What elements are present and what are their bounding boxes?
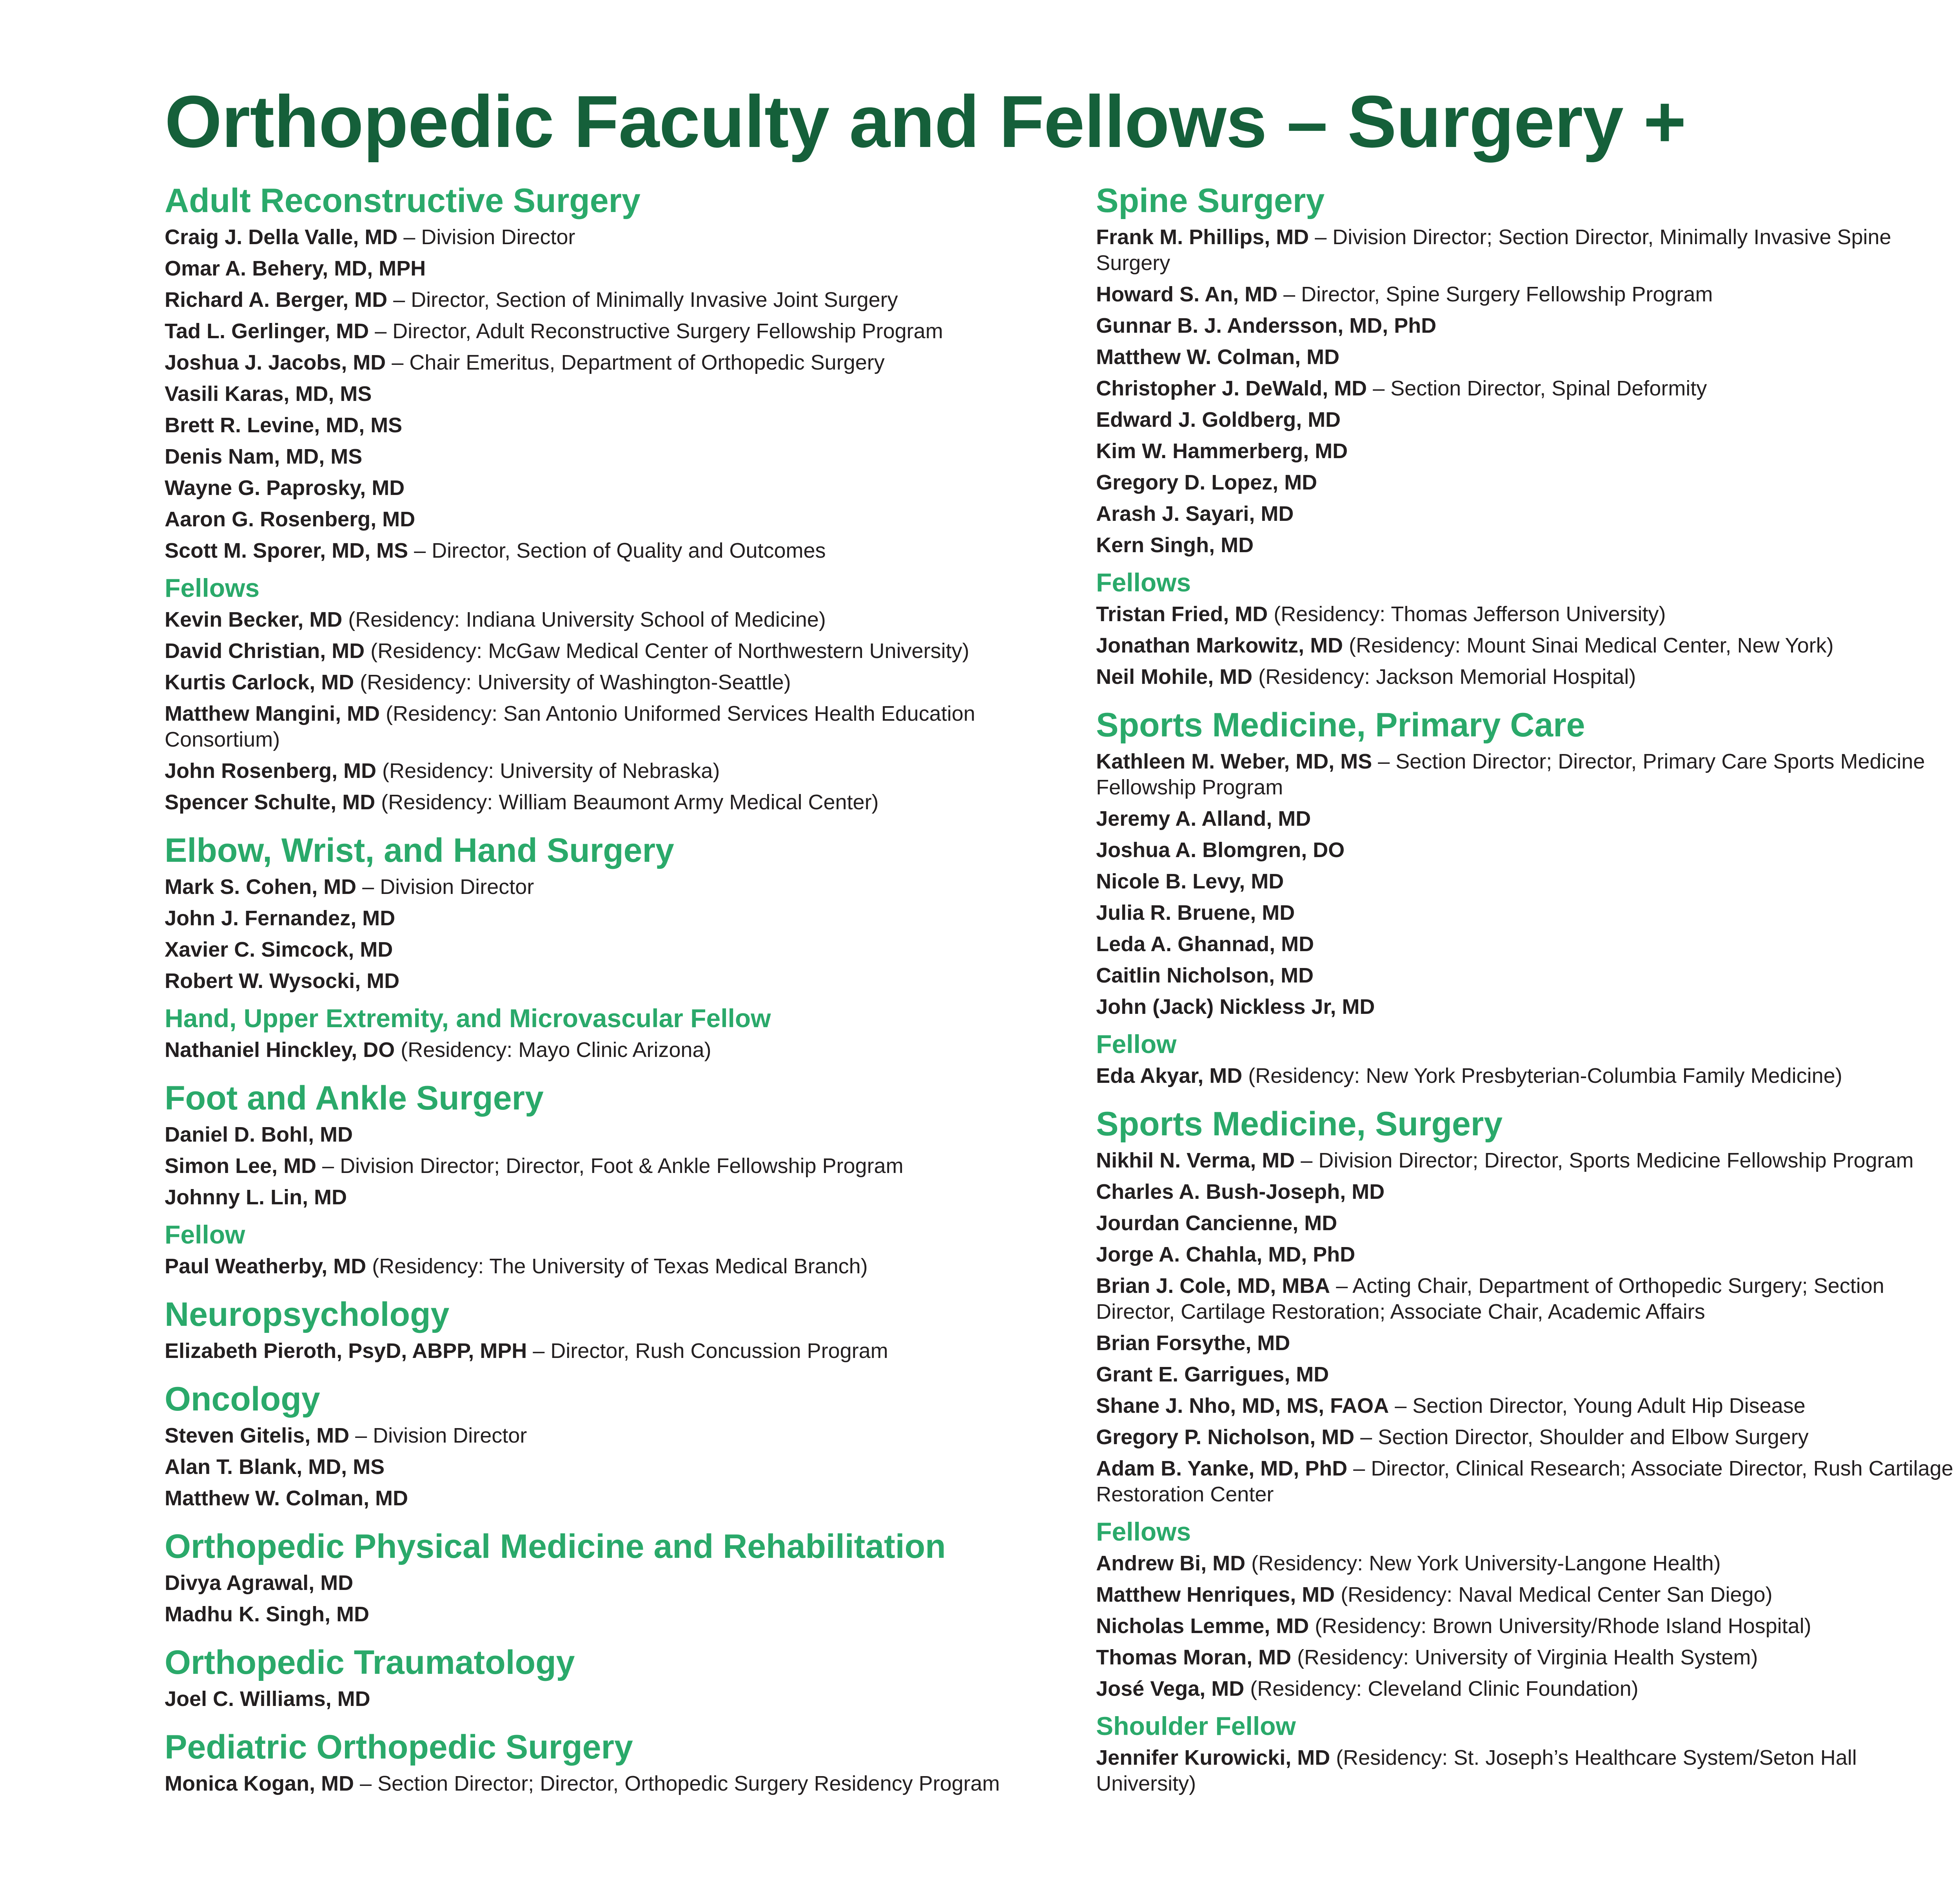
person-name: Monica Kogan, MD	[165, 1772, 354, 1795]
people-list	[165, 607, 1058, 815]
person-name: John J. Fernandez, MD	[165, 906, 396, 930]
person-name: Daniel D. Bohl, MD	[165, 1123, 353, 1146]
person-name: Howard S. An, MD	[1096, 283, 1278, 306]
person-name: Tristan Fried, MD	[1096, 602, 1268, 626]
section-oncology	[165, 1376, 1058, 1511]
person-role: (Residency: Mount Sinai Medical Center, New York)	[1343, 634, 1834, 657]
section-neuropsychology	[165, 1291, 1058, 1364]
person-role: (Residency: Jackson Memorial Hospital)	[1252, 665, 1636, 689]
person-entry	[165, 1423, 1058, 1448]
section-sports-medicine-primary-care	[1096, 702, 1958, 1089]
person-entry	[1096, 963, 1958, 988]
person-entry	[1096, 868, 1958, 894]
person-entry	[165, 1122, 1058, 1147]
person-name: Craig J. Della Valle, MD	[165, 225, 398, 249]
person-entry	[165, 1485, 1058, 1511]
person-name: Frank M. Phillips, MD	[1096, 225, 1309, 249]
person-name: José Vega, MD	[1096, 1677, 1245, 1700]
person-entry	[1096, 501, 1958, 527]
person-name: Kevin Becker, MD	[165, 608, 343, 631]
person-role: – Chair Emeritus, Department of Orthopedic Surgery	[386, 351, 885, 374]
person-role: (Residency: New York University-Langone Health)	[1245, 1552, 1721, 1575]
section-heading: Neuropsychology	[165, 1296, 450, 1333]
person-entry	[1096, 1393, 1958, 1419]
person-role: (Residency: Naval Medical Center San Diego)	[1335, 1583, 1773, 1606]
person-entry	[1096, 633, 1958, 658]
person-name: Brian Forsythe, MD	[1096, 1331, 1290, 1355]
person-entry	[1096, 281, 1958, 307]
person-entry	[1096, 749, 1958, 800]
person-role: – Acting Chair, Department of Orthopedic Surgery; Section Director, Cartilage Restoration; Associate Chair, Academic Affairs	[1096, 1274, 1884, 1323]
people-list	[1096, 1550, 1958, 1702]
people-list	[165, 1771, 1058, 1796]
person-name: Eda Akyar, MD	[1096, 1064, 1243, 1088]
person-entry	[1096, 1456, 1958, 1507]
person-entry	[165, 669, 1058, 695]
person-name: Paul Weatherby, MD	[165, 1254, 367, 1278]
person-entry	[1096, 1210, 1958, 1236]
person-entry	[1096, 438, 1958, 464]
person-name: Jonathan Markowitz, MD	[1096, 634, 1343, 657]
person-entry	[1096, 806, 1958, 832]
person-role: (Residency: Thomas Jefferson University)	[1268, 602, 1666, 626]
person-name: Madhu K. Singh, MD	[165, 1602, 369, 1626]
subsection-heading: Hand, Upper Extremity, and Microvascular Fellow	[165, 1004, 771, 1033]
people-list	[165, 1423, 1058, 1511]
right-column	[1096, 177, 1958, 1808]
person-entry	[165, 1153, 1058, 1179]
person-name: Divya Agrawal, MD	[165, 1571, 354, 1595]
person-name: Scott M. Sporer, MD, MS	[165, 539, 408, 562]
person-role: – Director, Spine Surgery Fellowship Program	[1278, 283, 1713, 306]
people-list	[1096, 1147, 1958, 1507]
person-entry	[1096, 931, 1958, 957]
person-name: Joshua J. Jacobs, MD	[165, 351, 386, 374]
person-entry	[165, 444, 1058, 470]
subsection-heading: Fellow	[165, 1220, 245, 1249]
person-name: Denis Nam, MD, MS	[165, 445, 363, 468]
people-list	[1096, 1063, 1958, 1089]
people-list	[165, 1122, 1058, 1210]
person-entry	[1096, 601, 1958, 627]
person-entry	[1096, 664, 1958, 690]
person-role: (Residency: New York Presbyterian-Columbia Family Medicine)	[1242, 1064, 1842, 1088]
person-name: Jourdan Cancienne, MD	[1096, 1211, 1338, 1235]
person-role: (Residency: Cleveland Clinic Foundation)	[1244, 1677, 1639, 1700]
person-name: Simon Lee, MD	[165, 1154, 317, 1178]
person-entry	[165, 1601, 1058, 1627]
section-sports-medicine-surgery	[1096, 1100, 1958, 1796]
person-name: Richard A. Berger, MD	[165, 288, 388, 312]
person-entry	[165, 381, 1058, 407]
person-name: Julia R. Bruene, MD	[1096, 901, 1295, 924]
left-column	[165, 177, 1058, 1808]
person-entry	[1096, 313, 1958, 339]
person-name: Kurtis Carlock, MD	[165, 671, 354, 694]
person-name: Alan T. Blank, MD, MS	[165, 1455, 385, 1479]
person-entry	[1096, 1550, 1958, 1576]
person-role: – Section Director, Spinal Deformity	[1367, 377, 1707, 400]
section-elbow-wrist-and-hand-surgery	[165, 827, 1058, 1063]
person-role: – Section Director, Shoulder and Elbow Surgery	[1354, 1425, 1809, 1449]
people-list	[165, 1338, 1058, 1364]
page-title: Orthopedic Faculty and Fellows – Surgery +	[165, 80, 1686, 163]
person-role: (Residency: Brown University/Rhode Island Hospital)	[1309, 1614, 1811, 1638]
person-entry	[1096, 1273, 1958, 1325]
people-list	[1096, 1745, 1958, 1796]
people-list	[1096, 601, 1958, 690]
person-entry	[165, 937, 1058, 963]
person-entry	[165, 350, 1058, 375]
person-name: Omar A. Behery, MD, MPH	[165, 257, 426, 280]
person-entry	[165, 1686, 1058, 1712]
person-entry	[1096, 1424, 1958, 1450]
person-name: Joshua A. Blomgren, DO	[1096, 838, 1345, 862]
person-entry	[165, 1253, 1058, 1279]
people-list	[165, 874, 1058, 994]
person-name: Nikhil N. Verma, MD	[1096, 1149, 1295, 1172]
person-entry	[1096, 1613, 1958, 1639]
person-name: Nicole B. Levy, MD	[1096, 870, 1284, 893]
section-heading: Orthopedic Physical Medicine and Rehabilitation	[165, 1528, 946, 1565]
person-name: Gregory P. Nicholson, MD	[1096, 1425, 1355, 1449]
person-role: (Residency: Indiana University School of Medicine)	[342, 608, 826, 631]
people-list	[165, 1686, 1058, 1712]
person-name: Gunnar B. J. Andersson, MD, PhD	[1096, 314, 1437, 337]
person-entry	[1096, 532, 1958, 558]
person-name: Spencer Schulte, MD	[165, 790, 376, 814]
person-entry	[165, 287, 1058, 313]
person-role: – Director, Adult Reconstructive Surgery Fellowship Program	[369, 319, 943, 343]
person-role: (Residency: University of Nebraska)	[376, 759, 720, 783]
person-name: Xavier C. Simcock, MD	[165, 938, 393, 961]
person-name: Tad L. Gerlinger, MD	[165, 319, 369, 343]
person-role: – Section Director; Director, Orthopedic Surgery Residency Program	[354, 1772, 1000, 1795]
person-name: David Christian, MD	[165, 639, 365, 663]
person-entry	[165, 1570, 1058, 1596]
person-name: Leda A. Ghannad, MD	[1096, 932, 1314, 956]
person-entry	[165, 412, 1058, 438]
person-name: Neil Mohile, MD	[1096, 665, 1253, 689]
person-entry	[1096, 1179, 1958, 1205]
people-list	[165, 1253, 1058, 1279]
person-entry	[1096, 1330, 1958, 1356]
person-entry	[1096, 900, 1958, 926]
person-name: Charles A. Bush-Joseph, MD	[1096, 1180, 1385, 1204]
person-name: Aaron G. Rosenberg, MD	[165, 508, 416, 531]
subsection-heading: Fellows	[1096, 1517, 1191, 1546]
person-role: (Residency: University of Virginia Health System)	[1291, 1646, 1758, 1669]
person-entry	[1096, 994, 1958, 1020]
section-heading: Foot and Ankle Surgery	[165, 1079, 544, 1117]
person-role: – Section Director, Young Adult Hip Disease	[1389, 1394, 1806, 1418]
person-role: – Division Director; Director, Foot & Ankle Fellowship Program	[316, 1154, 904, 1178]
subsection-heading: Shoulder Fellow	[1096, 1711, 1296, 1740]
person-entry	[1096, 1582, 1958, 1608]
person-entry	[165, 1037, 1058, 1063]
person-name: Shane J. Nho, MD, MS, FAOA	[1096, 1394, 1389, 1418]
person-entry	[1096, 470, 1958, 495]
person-role: (Residency: William Beaumont Army Medical Center)	[375, 790, 879, 814]
person-name: Thomas Moran, MD	[1096, 1646, 1292, 1669]
person-name: Arash J. Sayari, MD	[1096, 502, 1294, 526]
section-heading: Adult Reconstructive Surgery	[165, 182, 641, 219]
person-entry	[165, 318, 1058, 344]
section-orthopedic-traumatology	[165, 1639, 1058, 1712]
person-entry	[1096, 344, 1958, 370]
person-entry	[165, 789, 1058, 815]
people-list	[165, 1570, 1058, 1627]
person-entry	[1096, 1361, 1958, 1387]
person-name: Kathleen M. Weber, MD, MS	[1096, 750, 1372, 773]
person-name: Kim W. Hammerberg, MD	[1096, 439, 1348, 463]
person-entry	[1096, 1644, 1958, 1670]
person-entry	[165, 224, 1058, 250]
person-name: Matthew Henriques, MD	[1096, 1583, 1335, 1606]
person-name: Jennifer Kurowicki, MD	[1096, 1746, 1330, 1769]
person-name: Andrew Bi, MD	[1096, 1552, 1246, 1575]
person-entry	[1096, 1147, 1958, 1173]
section-heading: Sports Medicine, Primary Care	[1096, 706, 1585, 744]
person-entry	[1096, 407, 1958, 433]
people-list	[165, 1037, 1058, 1063]
person-role: – Director, Section of Quality and Outcomes	[408, 539, 826, 562]
person-entry	[165, 1454, 1058, 1480]
person-role: (Residency: Mayo Clinic Arizona)	[395, 1038, 711, 1062]
person-role: – Division Director; Section Director, Minimally Invasive Spine Surgery	[1096, 225, 1891, 275]
person-entry	[165, 1184, 1058, 1210]
person-name: Jorge A. Chahla, MD, PhD	[1096, 1243, 1356, 1266]
person-entry	[165, 475, 1058, 501]
people-list	[1096, 749, 1958, 1020]
person-role: – Director, Rush Concussion Program	[527, 1339, 888, 1363]
person-entry	[1096, 837, 1958, 863]
section-heading: Pediatric Orthopedic Surgery	[165, 1728, 633, 1766]
person-entry	[1096, 1745, 1958, 1796]
person-role: – Director, Section of Minimally Invasive Joint Surgery	[387, 288, 898, 312]
section-heading: Elbow, Wrist, and Hand Surgery	[165, 832, 674, 869]
person-role: – Division Director	[397, 225, 575, 249]
person-role: – Director, Clinical Research; Associate Director, Rush Cartilage Restoration Center	[1096, 1457, 1953, 1506]
person-name: Matthew W. Colman, MD	[1096, 345, 1339, 369]
person-name: Vasili Karas, MD, MS	[165, 382, 372, 406]
person-role: – Division Director	[349, 1424, 527, 1447]
person-role: (Residency: University of Washington-Seattle)	[354, 671, 791, 694]
person-entry	[165, 701, 1058, 752]
people-list	[165, 224, 1058, 564]
person-name: Matthew W. Colman, MD	[165, 1486, 408, 1510]
person-name: Brian J. Cole, MD, MBA	[1096, 1274, 1330, 1298]
person-name: Jeremy A. Alland, MD	[1096, 807, 1311, 830]
person-name: Christopher J. DeWald, MD	[1096, 377, 1367, 400]
section-heading: Oncology	[165, 1380, 320, 1418]
person-entry	[165, 758, 1058, 784]
section-heading: Spine Surgery	[1096, 182, 1325, 219]
person-entry	[165, 638, 1058, 664]
person-name: Grant E. Garrigues, MD	[1096, 1363, 1329, 1386]
person-entry	[165, 538, 1058, 564]
person-name: Matthew Mangini, MD	[165, 702, 380, 725]
subsection-heading: Fellow	[1096, 1030, 1177, 1059]
person-entry	[1096, 375, 1958, 401]
section-adult-reconstructive-surgery	[165, 177, 1058, 815]
people-list	[1096, 224, 1958, 558]
person-entry	[165, 1771, 1058, 1796]
person-name: Steven Gitelis, MD	[165, 1424, 350, 1447]
section-foot-and-ankle-surgery	[165, 1075, 1058, 1279]
person-name: Caitlin Nicholson, MD	[1096, 964, 1314, 987]
person-entry	[165, 607, 1058, 633]
person-name: John Rosenberg, MD	[165, 759, 377, 783]
person-name: Adam B. Yanke, MD, PhD	[1096, 1457, 1348, 1480]
person-entry	[165, 905, 1058, 931]
section-orthopedic-physical-medicine-and-rehabilitation	[165, 1523, 1058, 1627]
section-pediatric-orthopedic-surgery	[165, 1724, 1058, 1796]
person-role: (Residency: St. Joseph’s Healthcare System/Seton Hall University)	[1096, 1746, 1857, 1795]
person-name: Robert W. Wysocki, MD	[165, 969, 400, 993]
person-role: (Residency: McGaw Medical Center of Northwestern University)	[365, 639, 969, 663]
person-entry	[165, 874, 1058, 900]
person-name: John (Jack) Nickless Jr, MD	[1096, 995, 1375, 1019]
person-name: Kern Singh, MD	[1096, 533, 1254, 557]
person-name: Wayne G. Paprosky, MD	[165, 476, 405, 500]
person-name: Joel C. Williams, MD	[165, 1687, 370, 1711]
person-name: Brett R. Levine, MD, MS	[165, 413, 403, 437]
person-name: Gregory D. Lopez, MD	[1096, 471, 1318, 494]
section-spine-surgery	[1096, 177, 1958, 690]
person-name: Mark S. Cohen, MD	[165, 875, 357, 899]
person-entry	[1096, 1242, 1958, 1267]
person-entry	[165, 506, 1058, 532]
subsection-heading: Fellows	[1096, 568, 1191, 597]
person-entry	[1096, 224, 1958, 276]
person-name: Nathaniel Hinckley, DO	[165, 1038, 395, 1062]
person-name: Nicholas Lemme, MD	[1096, 1614, 1309, 1638]
person-entry	[165, 1338, 1058, 1364]
person-entry	[1096, 1676, 1958, 1702]
person-name: Edward J. Goldberg, MD	[1096, 408, 1341, 431]
person-name: Elizabeth Pieroth, PsyD, ABPP, MPH	[165, 1339, 527, 1363]
person-entry	[165, 256, 1058, 281]
person-name: Johnny L. Lin, MD	[165, 1186, 347, 1209]
person-role: (Residency: The University of Texas Medical Branch)	[366, 1254, 868, 1278]
section-heading: Orthopedic Traumatology	[165, 1644, 575, 1681]
person-entry	[1096, 1063, 1958, 1089]
subsection-heading: Fellows	[165, 573, 260, 602]
section-heading: Sports Medicine, Surgery	[1096, 1105, 1503, 1143]
person-role: (Residency: San Antonio Uniformed Services Health Education Consortium)	[165, 702, 975, 751]
person-entry	[165, 968, 1058, 994]
person-role: – Section Director; Director, Primary Care Sports Medicine Fellowship Program	[1096, 750, 1925, 799]
person-role: – Division Director	[356, 875, 534, 899]
person-role: – Division Director; Director, Sports Medicine Fellowship Program	[1295, 1149, 1914, 1172]
